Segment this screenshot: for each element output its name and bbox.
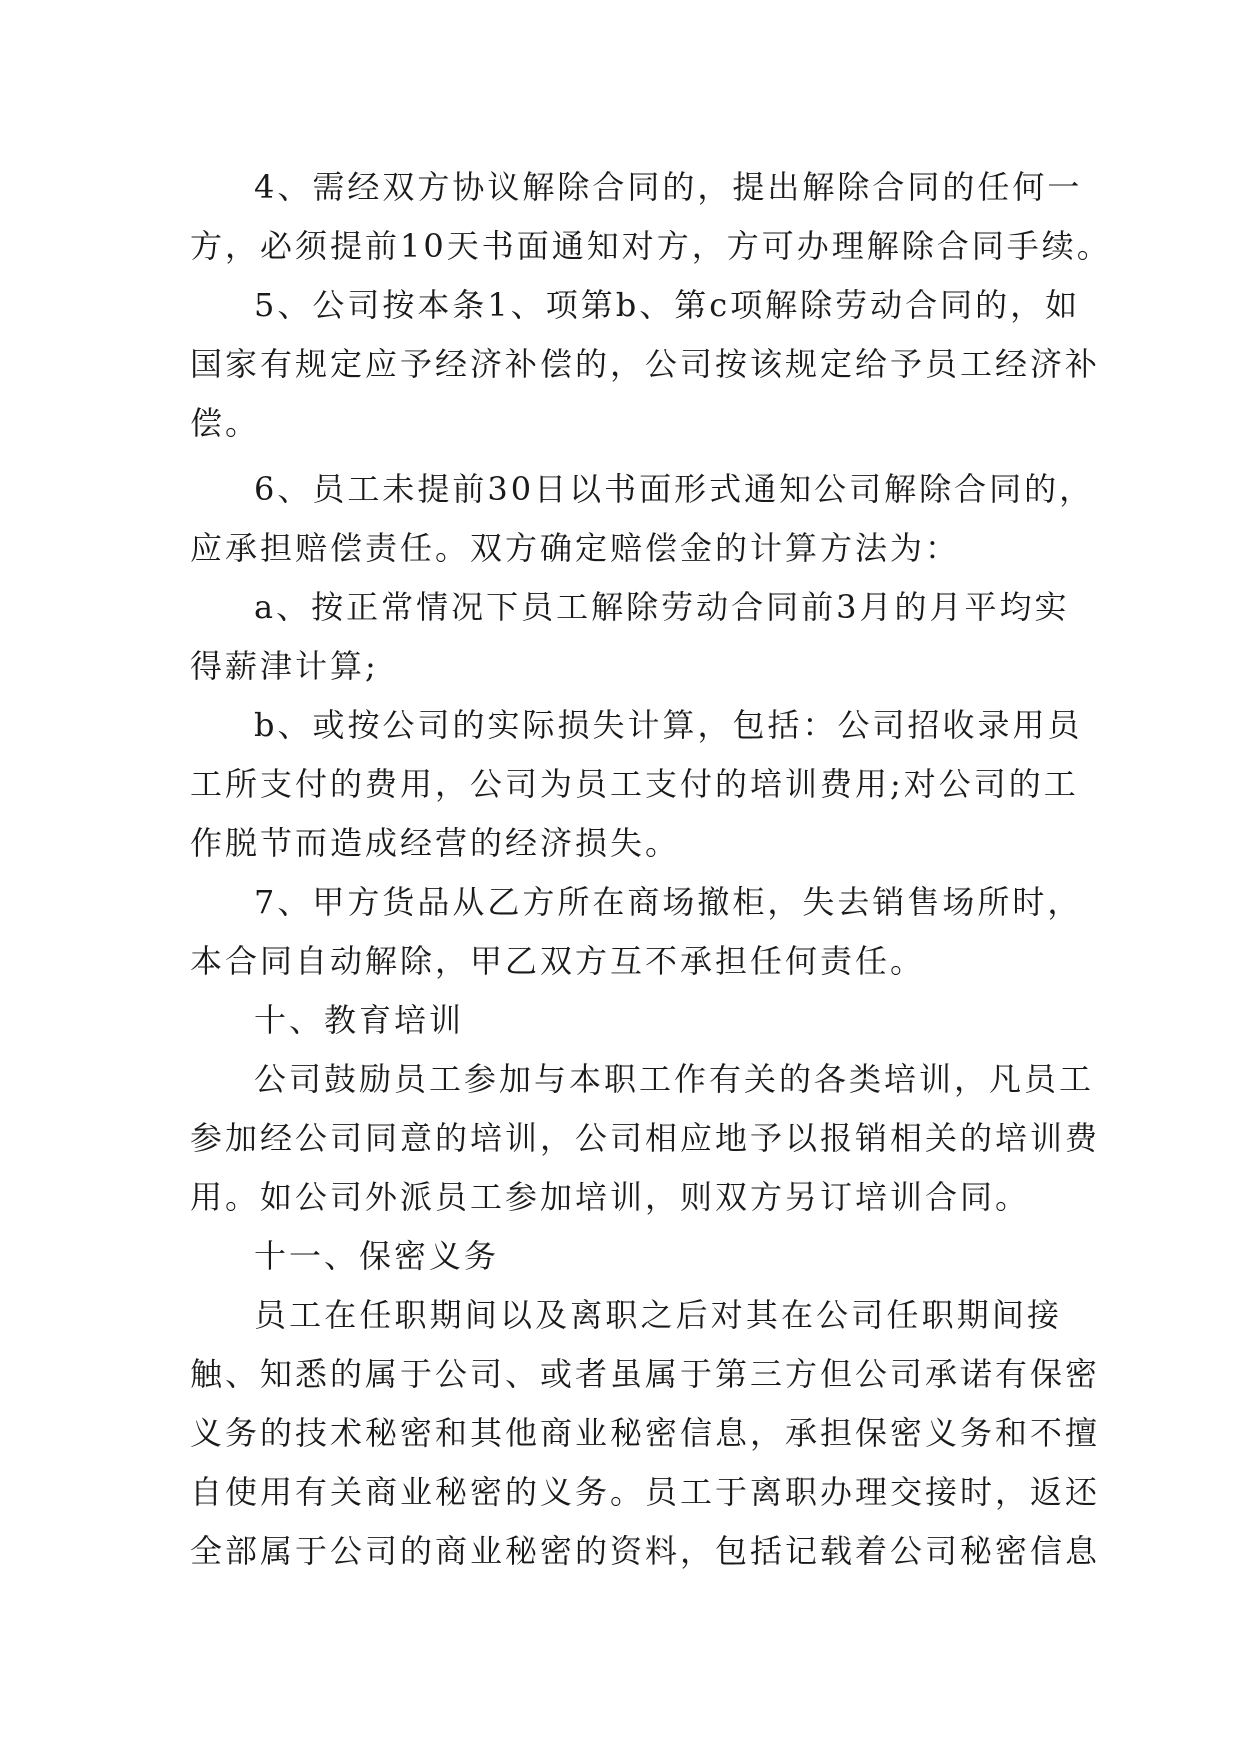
clause-6b-line-3: 作脱节而造成经营的经济损失。 bbox=[190, 824, 681, 862]
section-10-line-2: 参加经公司同意的培训，公司相应地予以报销相关的培训费 bbox=[190, 1119, 1101, 1157]
clause-6b-line-2: 工所支付的费用，公司为员工支付的培训费用;对公司的工 bbox=[190, 765, 1079, 803]
section-11-heading: 十一、保密义务 bbox=[254, 1237, 500, 1275]
clause-6b-line-1: b、或按公司的实际损失计算，包括：公司招收录用员 bbox=[254, 706, 1083, 744]
section-10-heading: 十、教育培训 bbox=[254, 1001, 465, 1039]
clause-7-line-2: 本合同自动解除，甲乙双方互不承担任何责任。 bbox=[190, 942, 926, 980]
section-11-line-3: 义务的技术秘密和其他商业秘密信息，承担保密义务和不擅 bbox=[190, 1414, 1101, 1452]
section-11-line-1: 员工在任职期间以及离职之后对其在公司任职期间接 bbox=[254, 1296, 1062, 1334]
clause-6a-line-2: 得薪津计算; bbox=[190, 647, 379, 685]
clause-5-line-1: 5、公司按本条1、项第b、第c项解除劳动合同的，如 bbox=[254, 286, 1081, 324]
clause-5-line-2: 国家有规定应予经济补偿的，公司按该规定给予员工经济补 bbox=[190, 345, 1101, 383]
section-10-line-3: 用。如公司外派员工参加培训，则双方另订培训合同。 bbox=[190, 1178, 1031, 1216]
clause-4-line-1: 4、需经双方协议解除合同的，提出解除合同的任何一 bbox=[254, 168, 1083, 206]
section-11-line-4: 自使用有关商业秘密的义务。员工于离职办理交接时，返还 bbox=[190, 1473, 1101, 1511]
section-11-line-2: 触、知悉的属于公司、或者虽属于第三方但公司承诺有保密 bbox=[190, 1355, 1101, 1393]
clause-6-line-2: 应承担赔偿责任。双方确定赔偿金的计算方法为： bbox=[190, 529, 961, 567]
section-10-line-1: 公司鼓励员工参加与本职工作有关的各类培训，凡员工 bbox=[254, 1060, 1095, 1098]
document-body bbox=[190, 158, 1112, 1581]
clause-6a-line-1: a、按正常情况下员工解除劳动合同前3月的月平均实 bbox=[254, 588, 1070, 626]
clause-5-line-3: 偿。 bbox=[190, 404, 261, 442]
clause-7-line-1: 7、甲方货品从乙方所在商场撤柜，失去销售场所时， bbox=[254, 883, 1083, 921]
section-11-line-5: 全部属于公司的商业秘密的资料，包括记载着公司秘密信息 bbox=[190, 1532, 1101, 1570]
clause-4-line-2: 方，必须提前10天书面通知对方，方可办理解除合同手续。 bbox=[190, 227, 1112, 265]
clause-6-line-1: 6、员工未提前30日以书面形式通知公司解除合同的， bbox=[254, 470, 1095, 508]
